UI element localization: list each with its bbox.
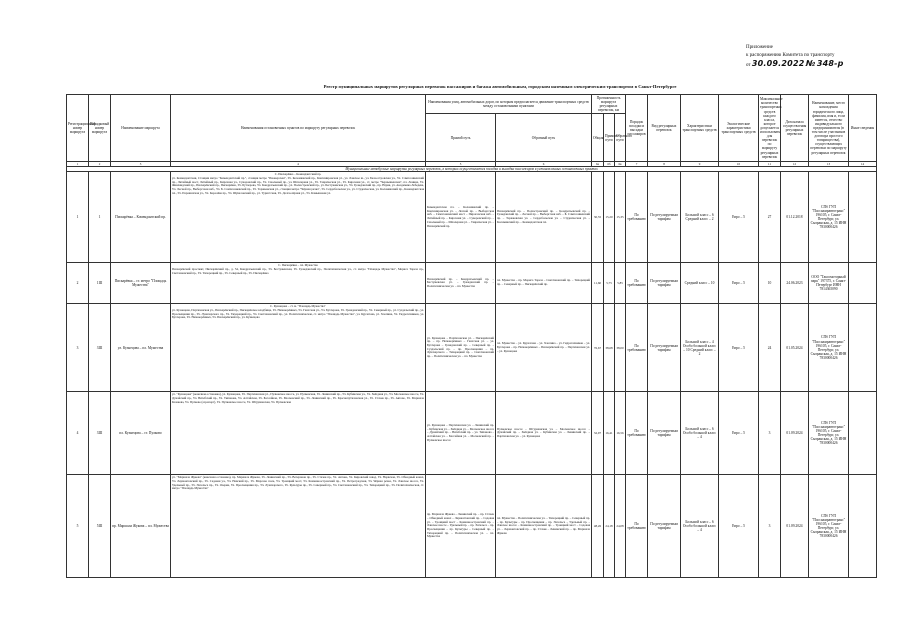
cell-forward: Комендантская пл. – Коломяжский пр. – Кантемировская ул. – Лесной пр. – Выборгская наб. – Сампсониевский мост – Пироговская наб. – Литейный пр. – Кирочная ул. – Суворовский пр. – Смольный пр. – Шпалерная ул. – Таврическая ул. – Пискарёвский пр. bbox=[426, 172, 496, 263]
cell-no: 5Ш bbox=[89, 475, 111, 578]
appendix-number-sign: № bbox=[805, 59, 816, 68]
cell-reg: 4 bbox=[67, 392, 89, 475]
col-num: 10 bbox=[719, 162, 759, 167]
cell-boarding: По требованию bbox=[626, 392, 648, 475]
cell-name: пр. Маршала Жукова – пл. Мужества bbox=[111, 475, 171, 578]
cell-max: 3 bbox=[759, 475, 781, 578]
cell-vehicles: Средний класс – 10 bbox=[681, 263, 719, 304]
stops-text: ул. "Кузнецова" (конечная остановка), ул. Кузнецова, Ул. Партизанская ул., Пулковское шоссе, ул. Пулковская, Ул. Ленинский пр., Ул. Кубинская ул., Ул. Звёздная ул., Ул. Московское шоссе, Ул. Дунайский пр., Ул. Витебский пр., Ул. Типанова, Ул. Алтайская, Ул. Бассейная, Ул. Московский пр., Ул. Ленинский пр., Ул. Краснопутиловская ул., Ул. Стачек пр., Ул. Автово, Ул. Маршала Казакова, Ул. Пулково (аэропорт), Ул. Пулковское шоссе, Ул. Штурманская, Ул. Пулковская bbox=[172, 392, 424, 404]
col-num: 13 bbox=[809, 162, 849, 167]
cell-reg: 3 bbox=[67, 304, 89, 392]
col-num: 6а bbox=[592, 162, 604, 167]
header-env: Экологические характеристики транспортных средств bbox=[719, 95, 759, 162]
cell-note bbox=[849, 475, 877, 578]
header-type: Вид регулярных перевозок bbox=[648, 95, 681, 162]
cell-vehicles: Большой класс – 6 Особо большой класс – 4 bbox=[681, 392, 719, 475]
header-total: Общая bbox=[592, 114, 604, 162]
cell-type: По регулируемым тарифам bbox=[648, 392, 681, 475]
cell-len-backward: 5,85 bbox=[615, 263, 626, 304]
cell-date: 24.06.2023 bbox=[781, 263, 809, 304]
table-row bbox=[67, 263, 877, 304]
header-row-1 bbox=[67, 95, 877, 114]
header-route-no: Порядковый номер маршрута bbox=[89, 95, 111, 162]
stops-text: ул. Кузнецова, Партизанская ул., Пискарёвский пр., Пискарёвское кладбище, Ул. Непокорённых, Ул. Гжатская ул., Ул. Бутлерова, Ул. Гражданский пр., Ул. Северный пр., ул. Суздальский пр., ул. Просвещения пр., Ул. Луначарского пр., Ул. Тихорецкий пр., Ул. Светлановский пр., ул. Политехническая, ст. метро "Площадь Мужества", ул. Курчатова, ул. Хлопина, Ул. Гидротехников, ул. Бутлерова, Ул. Непокорённых, Ул. Пискарёвский пр., ул. Кузнецова bbox=[172, 307, 424, 320]
appendix-date: 30.09.2022 bbox=[751, 59, 805, 68]
cell-total: 11,60 bbox=[592, 263, 604, 304]
cell-stops bbox=[171, 304, 426, 392]
cell-max: 24 bbox=[759, 304, 781, 392]
cell-env: Евро – 5 bbox=[719, 392, 759, 475]
cell-max: 3 bbox=[759, 392, 781, 475]
header-carrier: Наименование, место нахождения юридического лица, фамилия, имя и, если имеется, отчество индивидуального предпринимателя (в том числе участников договора простого товарищества), осуществляющих перевозки по маршруту регулярных перевозок bbox=[809, 95, 849, 162]
cell-note bbox=[849, 172, 877, 263]
col-num: 12 bbox=[781, 162, 809, 167]
appendix-block bbox=[746, 44, 844, 70]
header-backward: Обратный путь bbox=[496, 114, 592, 162]
header-route-name: Наименование маршрута bbox=[111, 95, 171, 162]
col-num: 8 bbox=[648, 162, 681, 167]
table-row bbox=[67, 392, 877, 475]
cell-name: Пискарёвка – Комендантский пр. bbox=[111, 172, 171, 263]
header-streets-group: Наименования улиц, автомобильных дорог, по которым предполагается движение транспортных средств между остановочными пунктами bbox=[426, 95, 592, 114]
cell-stops bbox=[171, 475, 426, 578]
header-notes: Иные сведения bbox=[849, 95, 877, 162]
cell-backward: Пискарёвский пр. – Полюстровский пр. – Кондратьевский пр. – Гражданский пр. – Лесной пр. – Выборгская наб. – Б. Сампсониевский пр. – Торжковская ул. – Сердобольская ул. – Студенческая ул. – Коломяжский пр. – Комендантская пл. bbox=[496, 172, 592, 263]
page-title: Реестр муниципальных маршрутов регулярных перевозок пассажиров и багажа автомобильным, городским наземным электрическим транспортом в Санкт-Петербурге bbox=[323, 84, 677, 89]
cell-carrier: ООО "Таксомоторный парк" 197375, г. Санкт-Петербург ИНН 7814365090 bbox=[809, 263, 849, 304]
header-length-group: Протяженность маршрута регулярных перевозок, км bbox=[592, 95, 626, 114]
cell-carrier: СПб ГУП "Пассажиравтотранс" 196105, г. Санкт-Петербург, ул. Сызранская, д. 15 ИНН 7830000426 bbox=[809, 392, 849, 475]
col-num: 6в bbox=[615, 162, 626, 167]
cell-date: 01.09.2024 bbox=[781, 475, 809, 578]
col-num: 4 bbox=[171, 162, 426, 167]
cell-carrier: СПб ГУП "Пассажиравтотранс" 196105, г. Санкт-Петербург, ул. Сызранская, д. 15 ИНН 7830000426 bbox=[809, 475, 849, 578]
cell-len-forward: 5,75 bbox=[604, 263, 615, 304]
stops-head: С. Пискарёвка – пл. Мужества bbox=[278, 263, 318, 268]
cell-max: 27 bbox=[759, 172, 781, 263]
cell-stops bbox=[171, 172, 426, 263]
stops-text: Пискарёвский проспект, Пискарёвский пр., д. 54, Кондратьевский пр., Ул. Бестужевская, Ул. Гражданский пр., Политехническая ул., ст. метро "Площадь Мужества", Мориса Тореза пр., Светлановский пр., Ул. Тихорецкий пр., Ул. Северный пр., Ул. Пискарёвка bbox=[172, 266, 424, 275]
registry-table bbox=[66, 94, 877, 578]
stops-head: С. Пискарёвка – Комендантский пр. bbox=[274, 172, 322, 177]
cell-vehicles: Большой класс – 6 Особо большой класс – 4 bbox=[681, 475, 719, 578]
header-reg-no: Регистрационный номер маршрута bbox=[67, 95, 89, 162]
appendix-date-line bbox=[746, 60, 844, 70]
cell-backward: Пулковское шоссе – Штурманская ул. – Московское шоссе – Дунайский пр. – Звёздная ул. – Кубинская ул. – Ленинский пр. – Партизанская ул. – ул. Кузнецова bbox=[496, 392, 592, 475]
cell-no: 1 bbox=[89, 172, 111, 263]
cell-max: 10 bbox=[759, 263, 781, 304]
cell-date: 01.12.2018 bbox=[781, 172, 809, 263]
cell-boarding: По требованию bbox=[626, 304, 648, 392]
cell-backward: пл. Мужества – ул. Курчатова – ул. Хлопина – ул. Гидротехников – ул. Бутлерова – пр. Непокорённых – Пискарёвский пр. – Партизанская ул. – ул. Кузнецова bbox=[496, 304, 592, 392]
appendix-line2: к распоряжению Комитета по транспорту bbox=[746, 53, 835, 58]
col-num: 6б bbox=[604, 162, 615, 167]
cell-type: По регулируемым тарифам bbox=[648, 172, 681, 263]
cell-len-backward: 24,08 bbox=[615, 475, 626, 578]
header-stops: Наименования остановочных пунктов по маршруту регулярных перевозок bbox=[171, 95, 426, 162]
cell-name: пл. Кузнецова – ст. Пулково bbox=[111, 392, 171, 475]
cell-date: 01.05.2024 bbox=[781, 304, 809, 392]
col-num: 7 bbox=[626, 162, 648, 167]
cell-total: 30,55 bbox=[592, 172, 604, 263]
appendix-number: 348-р bbox=[816, 59, 844, 68]
header-max-count: Максимальное количество транспортных средств каждого класса, которое допускается использовать для перевозок по маршруту регулярных перевозок bbox=[759, 95, 781, 162]
cell-len-backward: 38,00 bbox=[615, 304, 626, 392]
stops-text: ул. Комендантская, Станция метро "Комендантский пр.", станция метро "Пионерская", Ул. Коломяжский пр., Кантемировская ул., ул. Ланское ш., ул. Белоостровская ул., Ул. Сампсониевский пр., Литейный мост, Литейный пр., Кирочная ул., Суворовский пр., Ул. Смольный пр., ул. Шпалерная ул., Ул. Таврическая ул., Ул. Кирочная ул., ст. метро "Чернышевская", пл. Ленина, Ул. Финляндский пр., Пискарёвский пр., Пискарёвка, Ул. Бутлерова, Ул. Кондратьевский пр., ул. Полюстровский пр., ул. Бестужевская ул., Ул. Гражданский пр., пр. Науки, ул. Академика Лебедева, Ул. Лесной пр., Выборгская наб., Ул. Б. Сампсониевский пр., Ул. Торжковская ул., станция метро "Чёрная речка", Ул. Сердобольская ул., ул. Студенческая, ул. Коломяжский пр., Комендантская пл., Ул. Парашютная ул., Ул. Королёва пр., Ул. Шуваловский пр., ул. Туристская, Ул. Долгоозёрная ул., Ул. Камышовая ул. bbox=[172, 175, 424, 195]
table-row bbox=[67, 172, 877, 263]
cell-forward: пр. Маршала Жукова – Ленинский пр. – пр. Стачек – Обводный канал – Лермонтовский пр. – Садовая ул. – Троицкий мост – Каменноостровский пр. – Ланское шоссе – Удельный пр. – пр. Энгельса – пр. Просвещения – пр. Культуры – Северный пр. – Тихорецкий пр. – Политехническая ул. – пл. Мужества bbox=[426, 475, 496, 578]
cell-backward: пл. Мужества – Политехническая ул. – Тихорецкий пр. – Северный пр. – пр. Культуры – пр. Просвещения – пр. Энгельса – Удельный пр. – Ланское шоссе – Каменноостровский пр. – Троицкий мост – Садовая ул. – Лермонтовский пр. – пр. Стачек – Ленинский пр. – пр. Маршала Жукова bbox=[496, 475, 592, 578]
cell-env: Евро – 5 bbox=[719, 475, 759, 578]
cell-len-forward: 38,68 bbox=[604, 304, 615, 392]
cell-boarding: По требованию bbox=[626, 475, 648, 578]
cell-len-forward: 24,18 bbox=[604, 475, 615, 578]
cell-reg: 5 bbox=[67, 475, 89, 578]
cell-vehicles: Большой класс – 6 Средний класс – 2 bbox=[681, 172, 719, 263]
cell-boarding: По требованию bbox=[626, 263, 648, 304]
col-num: 11 bbox=[759, 162, 781, 167]
cell-stops bbox=[171, 392, 426, 475]
header-forward: Прямой путь bbox=[426, 114, 496, 162]
header-boarding: Порядок посадки и высадки пассажиров bbox=[626, 95, 648, 162]
stops-head: С. Кузнецова – ст. м. "Площадь Мужества" bbox=[270, 304, 326, 309]
cell-note bbox=[849, 263, 877, 304]
col-num: 1 bbox=[67, 162, 89, 167]
header-vehicles: Характеристики транспортных средств bbox=[681, 95, 719, 162]
cell-carrier: СПб ГУП "Пассажиравтотранс" 196105, г. Санкт-Петербург, ул. Сызранская, д. 15 ИНН 7830000426 bbox=[809, 172, 849, 263]
stops-text: ул. "Маршала Жукова" (конечная остановка), пр. Маршала Жукова, Ул. Ленинский пр., Ул. Ветеранов пр., Ул. Стачек пр., Ул. Автово, Ул. Кировский завод, Ул. Нарвская, Ул. Обводный канал, Ул. Лермонтовский пр., Ул. Садовая ул., Ул. Невский пр., Ул. Марсово поле, Ул. Троицкий мост, Ул. Каменноостровский пр., Ул. Петроградская, Ул. Чёрная речка, Ул. Ланское шоссе, Ул. Удельный пр., Ул. Энгельса пр., Ул. Озерки, Ул. Просвещения пр., Ул. Луначарского, Ул. Культуры пр., Ул. Северный пр., Ул. Светлановский пр., Ул. Тихорецкий пр., Ул. Политехническая, ст. метро "Площадь Мужества" bbox=[172, 475, 424, 491]
header-start-date: Дата начала осуществления регулярных перевозок bbox=[781, 95, 809, 162]
col-num: 14 bbox=[849, 162, 877, 167]
cell-note bbox=[849, 304, 877, 392]
cell-date: 01.09.2024 bbox=[781, 392, 809, 475]
cell-len-backward: 15,35 bbox=[615, 172, 626, 263]
cell-type: По регулируемым тарифам bbox=[648, 263, 681, 304]
cell-type: По регулируемым тарифам bbox=[648, 304, 681, 392]
col-num: 9 bbox=[681, 162, 719, 167]
section-title: Муниципальные автобусные маршруты регулярных перевозок, в которых осуществляется посадка и высадка пассажиров в установленных остановочных пунктах bbox=[67, 167, 877, 172]
cell-forward: Пискарёвский пр. – Кондратьевский пр. – Бестужевская ул. – Гражданский пр. – Политехническая ул. – пл. Мужества bbox=[426, 263, 496, 304]
appendix-prefix: от bbox=[746, 63, 751, 68]
table-row bbox=[67, 304, 877, 392]
cell-reg: 2 bbox=[67, 263, 89, 304]
cell-len-forward: 16,41 bbox=[604, 392, 615, 475]
cell-boarding: По требованию bbox=[626, 172, 648, 263]
col-num: 5 bbox=[426, 162, 496, 167]
cell-no: 3Ш bbox=[89, 304, 111, 392]
header-len-forward: Прямого пути bbox=[604, 114, 615, 162]
cell-env: Евро – 5 bbox=[719, 263, 759, 304]
cell-reg: 1 bbox=[67, 172, 89, 263]
cell-forward: ул. Кузнецова – Партизанская ул. – Пискарёвский пр. – пр. Непокорённых – Гжатская ул. – ул. Бутлерова – Гражданский пр. – Северный пр. – Суздальский пр. – пр. Просвещения – пр. Луначарского – Тихорецкий пр. – Светлановский пр. – Политехническая ул. – пл. Мужества bbox=[426, 304, 496, 392]
col-num: 6 bbox=[496, 162, 592, 167]
col-num: 3 bbox=[111, 162, 171, 167]
cell-name: ул. Кузнецова – пл. Мужества bbox=[111, 304, 171, 392]
cell-total: 76,67 bbox=[592, 304, 604, 392]
header-len-backward: Обратного пути bbox=[615, 114, 626, 162]
cell-stops bbox=[171, 263, 426, 304]
cell-env: Евро – 5 bbox=[719, 304, 759, 392]
cell-name: Пискарёвка – ст. метро "Площадь Мужества" bbox=[111, 263, 171, 304]
cell-no: 3Ш bbox=[89, 392, 111, 475]
cell-carrier: СПб ГУП "Пассажиравтотранс" 196105, г. Санкт-Петербург, ул. Сызранская, д. 15 ИНН 7830000426 bbox=[809, 304, 849, 392]
cell-vehicles: Большой класс – 4 Особо большой класс – 10 Средний класс – 2 bbox=[681, 304, 719, 392]
cell-len-backward: 16,56 bbox=[615, 392, 626, 475]
table-row bbox=[67, 475, 877, 578]
cell-no: 1Ш bbox=[89, 263, 111, 304]
cell-env: Евро – 5 bbox=[719, 172, 759, 263]
cell-total: 32,97 bbox=[592, 392, 604, 475]
cell-note bbox=[849, 392, 877, 475]
cell-forward: ул. Кузнецова – Партизанская ул. – Ленинский пр. – Кубинская ул. – Звёздная ул. – Московское шоссе – Дунайский пр. – Витебский пр. – ул. Типанова – Алтайская ул. – Бассейная ул. – Московский пр. – Пулковское шоссе bbox=[426, 392, 496, 475]
cell-type: По регулируемым тарифам bbox=[648, 475, 681, 578]
appendix-line1: Приложение bbox=[746, 45, 773, 50]
cell-backward: пл. Мужества – пр. Мориса Тореза – Светлановский пр. – Тихорецкий пр. – Северный пр. – Пискарёвский пр. bbox=[496, 263, 592, 304]
col-num: 2 bbox=[89, 162, 111, 167]
cell-total: 48,26 bbox=[592, 475, 604, 578]
cell-len-forward: 15,20 bbox=[604, 172, 615, 263]
